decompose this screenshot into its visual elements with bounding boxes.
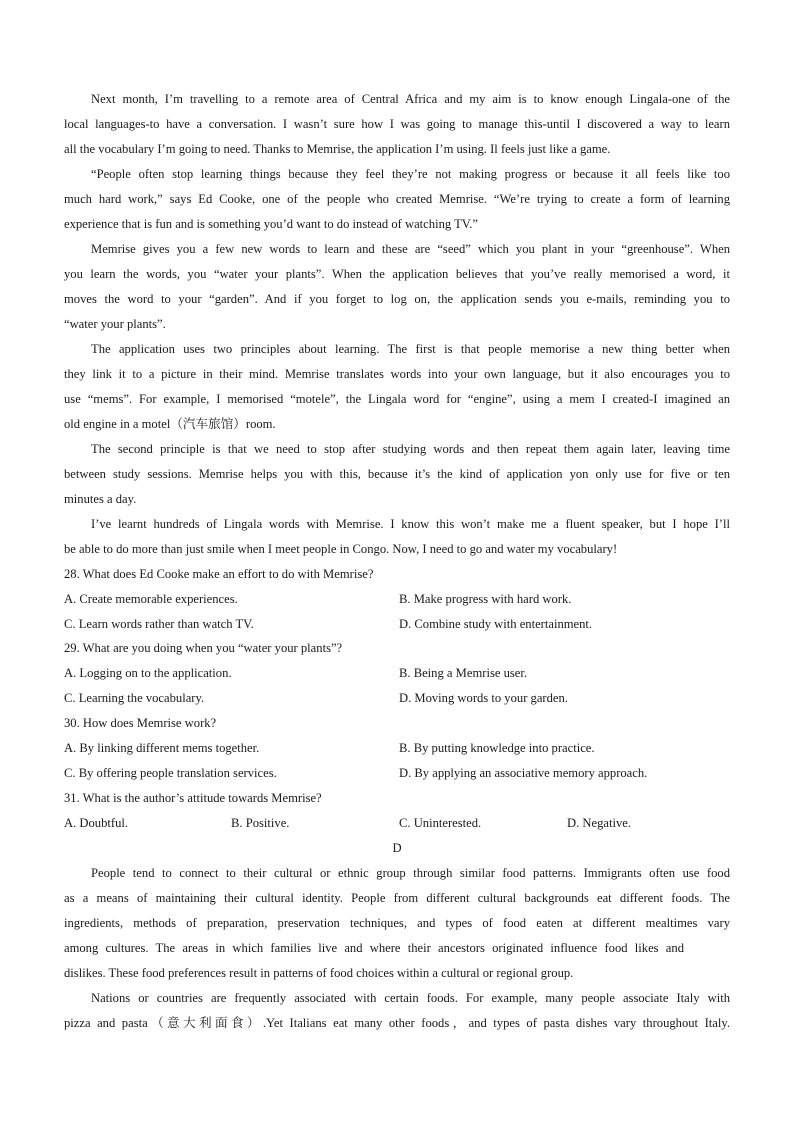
passage-c-p5-line-3: minutes a day. <box>64 492 137 506</box>
passage-c-p2-line-2: much hard work,” says Ed Cooke, one of the people who created Memrise. “We’re trying to create a form of learning <box>64 192 730 206</box>
question-28-option-a: A. Create memorable experiences. <box>64 592 238 606</box>
question-29-option-a: A. Logging on to the application. <box>64 666 232 680</box>
passage-c-p4-line-1: The application uses two principles about learning. The first is that people memorise a new thing better when <box>91 342 730 356</box>
question-28-option-c: C. Learn words rather than watch TV. <box>64 617 254 631</box>
passage-c-p5-line-1: The second principle is that we need to stop after studying words and then repeat them again later, leaving time <box>91 442 730 456</box>
passage-c-p6-line-2: be able to do more than just smile when I meet people in Congo. Now, I need to go and water my vocabulary! <box>64 542 618 556</box>
passage-c-p6-line-1: I’ve learnt hundreds of Lingala words with Memrise. I know this won’t make me a fluent speaker, but I hope I’ll <box>91 517 730 531</box>
question-31-option-c: C. Uninterested. <box>399 816 482 830</box>
question-31-option-a: A. Doubtful. <box>64 816 129 830</box>
passage-c-p1-line-3: all the vocabulary I’m going to need. Thanks to Memrise, the application I’m using. Il feels just like a game. <box>64 142 611 156</box>
question-28-option-b: B. Make progress with hard work. <box>399 592 572 606</box>
question-29-option-d: D. Moving words to your garden. <box>399 691 568 705</box>
passage-c-p1-line-1: Next month, I’m travelling to a remote area of Central Africa and my aim is to know enough Lingala-one of the <box>91 92 730 106</box>
passage-d-p1-line-3: ingredients, methods of preparation, preservation techniques, and types of food eaten at different mealtimes vary <box>64 916 730 930</box>
question-28-option-d: D. Combine study with entertainment. <box>399 617 593 631</box>
passage-d-p2-line-1: Nations or countries are frequently associated with certain foods. For example, many people associate Italy with <box>91 991 730 1005</box>
question-30-option-b: B. By putting knowledge into practice. <box>399 741 595 755</box>
passage-c-p3-line-3: moves the word to your “garden”. And if you forget to log on, the application sends you e-mails, reminding you to <box>64 292 730 306</box>
question-29-option-c: C. Learning the vocabulary. <box>64 691 205 705</box>
passage-d-p1-line-2: as a means of maintaining their cultural identity. People from different cultural backgrounds eat different foods. The <box>64 891 730 905</box>
question-30-stem: 30. How does Memrise work? <box>64 716 217 730</box>
question-31-stem: 31. What is the author’s attitude towards Memrise? <box>64 791 322 805</box>
question-30-option-a: A. By linking different mems together. <box>64 741 260 755</box>
passage-c-p2-line-1: “People often stop learning things because they feel they’re not making progress or because it all feels like too <box>91 167 730 181</box>
passage-d-p1-line-5: dislikes. These food preferences result in patterns of food choices within a cultural or regional group. <box>64 966 574 980</box>
question-28-stem: 28. What does Ed Cooke make an effort to do with Memrise? <box>64 567 374 581</box>
question-30-option-d: D. By applying an associative memory approach. <box>399 766 648 780</box>
passage-c-p4-line-2: they link it to a picture in their mind. Memrise translates words into your own language, but it also encourages you to <box>64 367 730 381</box>
passage-c-p4-line-3: use “mems”. For example, I memorised “motele”, the Lingala word for “engine”, using a mem I created-I imagined an <box>64 392 730 406</box>
passage-c-p5-line-2: between study sessions. Memrise helps you with this, because it’s the kind of application yon only use for five or ten <box>64 467 730 481</box>
passage-d-p2-line-2: pizza and pasta（意大利面食）.Yet Italians eat many other foods，and types of pasta dishes vary throughout Italy. <box>64 1016 730 1030</box>
passage-c-p1-line-2: local languages-to have a conversation. I wasn’t sure how I was going to manage this-until I discovered a way to learn <box>64 117 730 131</box>
passage-d-p1-line-4: among cultures. The areas in which families live and where their ancestors originated influence food likes and <box>64 941 684 955</box>
passage-c-p3-line-4: “water your plants”. <box>64 317 166 331</box>
passage-c-p3-line-2: you learn the words, you “water your plants”. When the application believes that you’ve really memorised a word, it <box>64 267 730 281</box>
passage-d-p1-line-1: People tend to connect to their cultural or ethnic group through similar food patterns. Immigrants often use food <box>91 866 730 880</box>
question-30-option-c: C. By offering people translation services. <box>64 766 277 780</box>
question-29-stem: 29. What are you doing when you “water your plants”? <box>64 641 343 655</box>
passage-c-p2-line-3: experience that is fun and is something you’d want to do instead of watching TV.” <box>64 217 478 231</box>
question-29-option-b: B. Being a Memrise user. <box>399 666 528 680</box>
passage-d-heading: D <box>392 841 402 855</box>
question-31-option-b: B. Positive. <box>231 816 290 830</box>
passage-c-p4-line-4: old engine in a motel（汽车旅馆）room. <box>64 417 276 431</box>
passage-c-p3-line-1: Memrise gives you a few new words to learn and these are “seed” which you plant in your “greenhouse”. When <box>91 242 730 256</box>
question-31-option-d: D. Negative. <box>567 816 631 830</box>
